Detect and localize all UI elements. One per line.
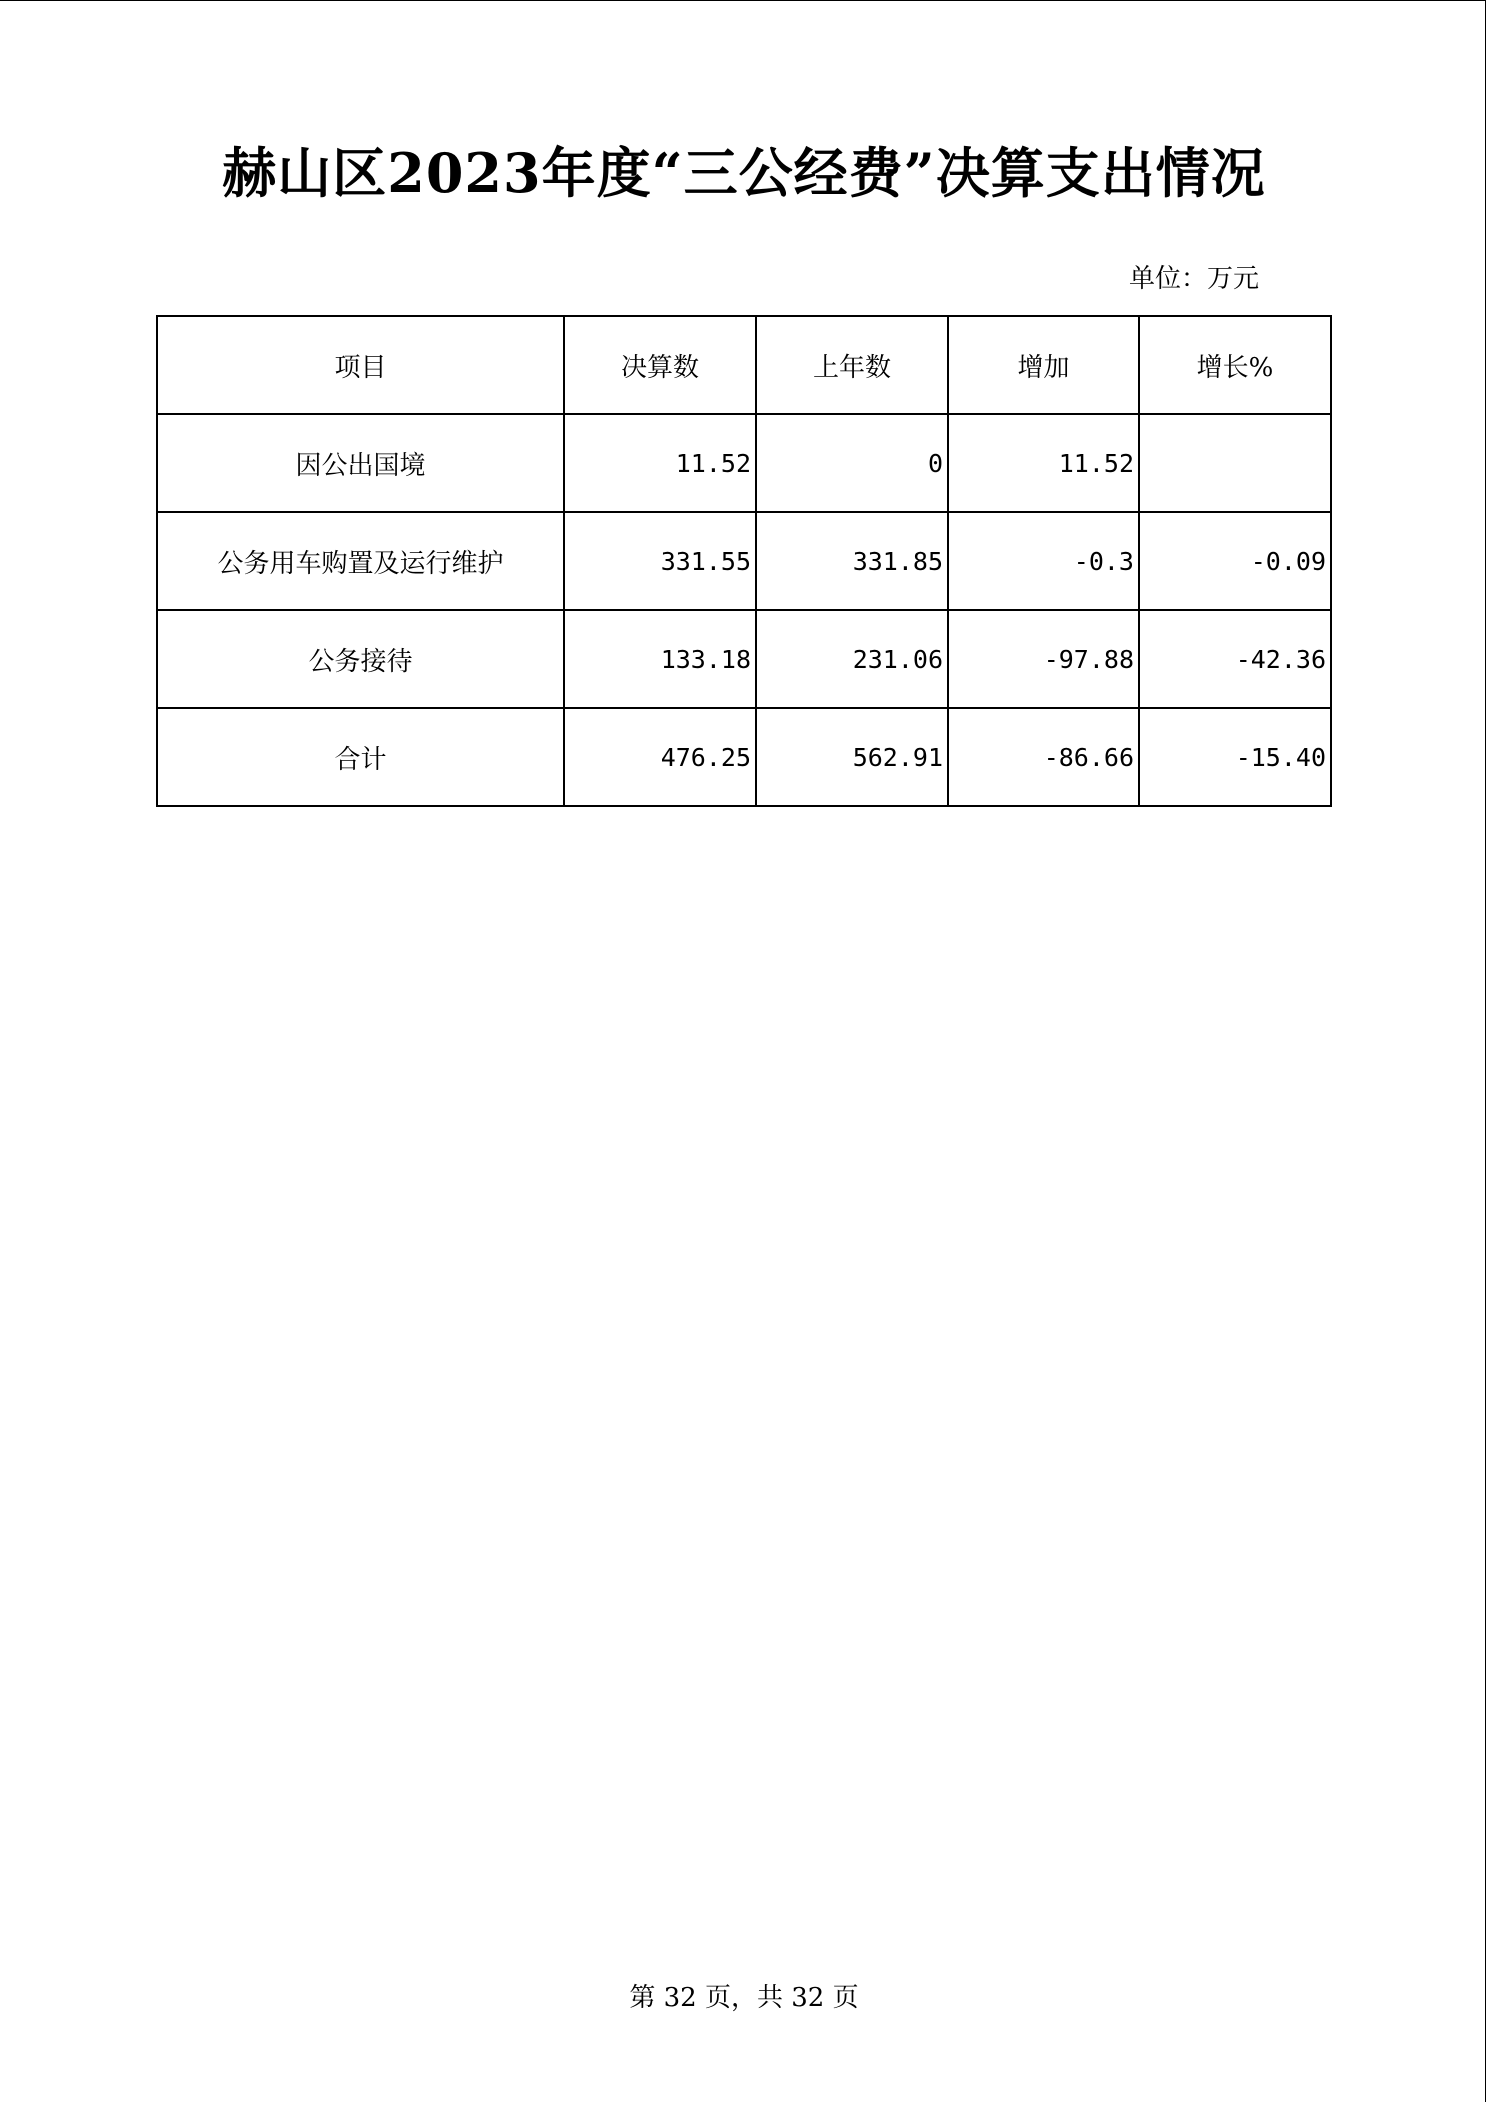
- row-item-name: 合计: [157, 708, 564, 806]
- table-header-row: [157, 316, 1331, 414]
- header-growth-percent: 增长%: [1139, 316, 1331, 414]
- header-previous-year: 上年数: [756, 316, 948, 414]
- row-previous-year: 231.06: [756, 610, 948, 708]
- unit-label: 单位：万元: [1128, 264, 1259, 294]
- row-increase: -86.66: [948, 708, 1139, 806]
- row-growth-percent: -15.40: [1139, 708, 1331, 806]
- row-item-name: 公务接待: [157, 610, 564, 708]
- table-total-row: [157, 708, 1331, 806]
- header-increase: 增加: [948, 316, 1139, 414]
- row-increase: 11.52: [948, 414, 1139, 512]
- row-final-amount: 133.18: [564, 610, 756, 708]
- row-increase: -97.88: [948, 610, 1139, 708]
- header-item: 项目: [157, 316, 564, 414]
- row-previous-year: 331.85: [756, 512, 948, 610]
- row-final-amount: 11.52: [564, 414, 756, 512]
- table-row: [157, 512, 1331, 610]
- page-number-footer: 第 32 页，共 32 页: [629, 1983, 859, 2013]
- table-row: [157, 414, 1331, 512]
- row-previous-year: 0: [756, 414, 948, 512]
- page-title: 赫山区2023年度“三公经费”决算支出情况: [222, 141, 1266, 205]
- expenditure-table: [156, 315, 1332, 807]
- header-final-amount: 决算数: [564, 316, 756, 414]
- row-growth-percent: -0.09: [1139, 512, 1331, 610]
- row-growth-percent: [1139, 414, 1331, 512]
- row-item-name: 因公出国境: [157, 414, 564, 512]
- row-growth-percent: -42.36: [1139, 610, 1331, 708]
- row-final-amount: 331.55: [564, 512, 756, 610]
- row-previous-year: 562.91: [756, 708, 948, 806]
- row-item-name: 公务用车购置及运行维护: [157, 512, 564, 610]
- table-row: [157, 610, 1331, 708]
- row-final-amount: 476.25: [564, 708, 756, 806]
- row-increase: -0.3: [948, 512, 1139, 610]
